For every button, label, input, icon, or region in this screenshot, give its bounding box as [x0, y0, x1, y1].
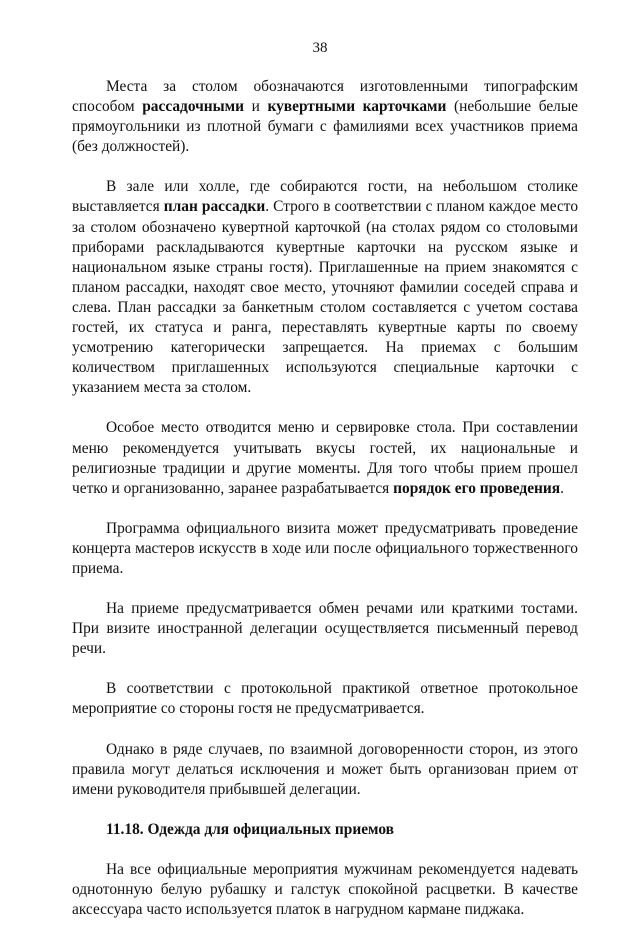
page-number: 38	[312, 40, 328, 56]
bold-term-place-cards: кувертными карточками	[267, 98, 447, 116]
text-run: . Строго в соответствии с планом каждое место за столом обозначено кувертной карточкой (на столах рядом со столовыми приборами раскладываются кувертные карточки на русском языке и национальном языке страны гостя). Приглашенные на прием знакомятся с планом рассадки, находят свое место, уточняют фамилии соседей справа и слева. План рассадки за банкетным столом составляется с учетом состава гостей, их статуса и ранга, переставлять кувертные карты по своему усмотрению категорически запрещается. На приемах с большим количеством приглашенных используются специальные карточки с указанием места за столом.	[72, 198, 579, 397]
text-run: (небольшие белые прямоугольники из плотной бумаги с фамилиями всех участников приема (без должностей).	[72, 98, 578, 156]
bold-term-seating-cards: рассадочными	[142, 98, 245, 116]
paragraph-exceptions: Однако в ряде случаев, по взаимной договоренности сторон, из этого правила могут делаться исключения и может быть организован прием от имени руководителя прибывшей делегации.	[72, 740, 578, 798]
text-run: Места за столом обозначаются изготовленными типографским способом	[72, 78, 578, 116]
bold-term-procedure: порядок его проведения	[393, 479, 561, 497]
paragraph-menu	[72, 418, 578, 498]
paragraph-return-event: В соответствии с протокольной практикой ответное протокольное мероприятие со стороны гостя не предусматривается.	[72, 680, 578, 718]
paragraph-speeches: На приеме предусматривается обмен речами или краткими тостами. При визите иностранной делегации осуществляется письменный перевод речи.	[72, 600, 578, 658]
paragraph-seating-plan	[72, 177, 578, 398]
text-run: Особое место отводится меню и сервировке стола. При составлении меню рекомендуется учитывать вкусы гостей, их национальные и религиозные традиции и другие моменты. Для того чтобы прием прошел четко и организованно, заранее разрабатывается	[72, 419, 578, 497]
paragraph-program: Программа официального визита может предусматривать проведение концерта мастеров искусств в ходе или после официального торжественного приема.	[72, 519, 578, 577]
section-heading: 11.18. Одежда для официальных приемов	[106, 820, 394, 838]
paragraph-dress-code: На все официальные мероприятия мужчинам рекомендуется надевать однотонную белую рубашку и галстук спокойной расцветки. В качестве аксессуара часто используется платок в нагрудном кармане пиджака.	[72, 860, 578, 919]
bold-term-seating-plan: план рассадки	[163, 198, 266, 216]
text-run: .	[560, 479, 564, 497]
text-run: и	[244, 98, 268, 116]
paragraph-seating-cards	[72, 77, 578, 157]
text-run: В зале или холле, где собираются гости, на небольшом столике выставляется	[72, 178, 578, 216]
document-body	[72, 77, 578, 940]
